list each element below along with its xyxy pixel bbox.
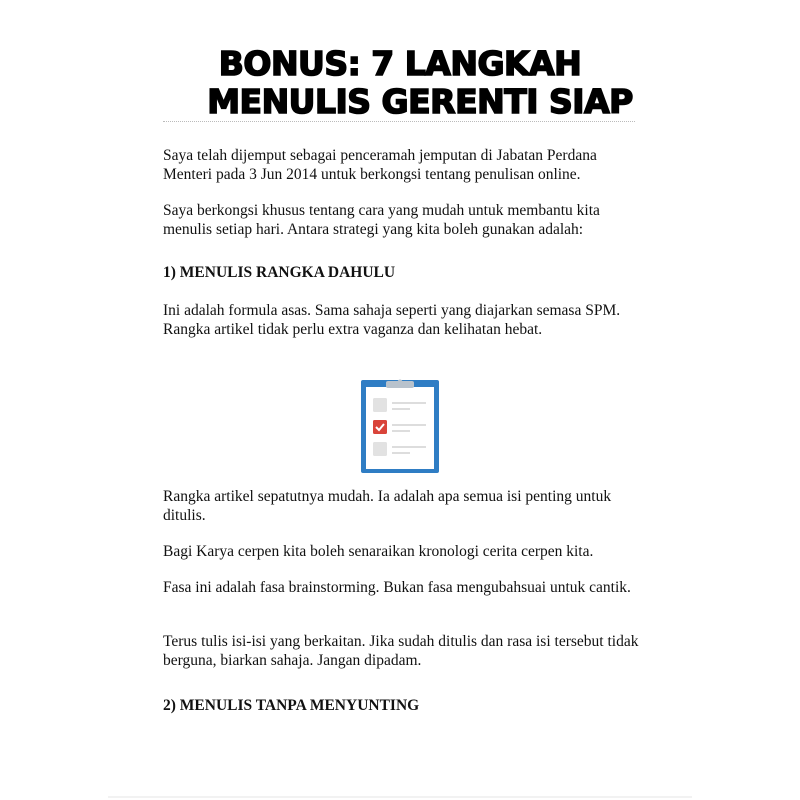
divider <box>163 121 635 122</box>
paragraph: Bagi Karya cerpen kita boleh senaraikan kronologi cerita cerpen kita. <box>163 543 594 560</box>
clipboard-checklist-icon <box>361 378 439 473</box>
page-edge <box>108 796 692 798</box>
paragraph: Fasa ini adalah fasa brainstorming. Bukan fasa mengubahsuai untuk cantik. <box>163 579 631 596</box>
section-heading: 1) MENULIS RANGKA DAHULU <box>163 264 396 281</box>
paragraph: Terus tulis isi-isi yang berkaitan. Jika sudah ditulis dan rasa isi tersebut tidak berguna, biarkan sahaja. Jangan dipadam. <box>163 633 639 669</box>
paragraph: Saya berkongsi khusus tentang cara yang mudah untuk membantu kita menulis setiap hari. Antara strategi yang kita boleh gunakan adalah: <box>163 202 600 238</box>
title-line-2: MENULIS GERENTI SIAP <box>207 82 633 121</box>
title-line-1: BONUS: 7 LANGKAH <box>218 44 582 83</box>
paragraph: Rangka artikel sepatutnya mudah. Ia adalah apa semua isi penting untuk ditulis. <box>163 488 612 524</box>
paragraph: Ini adalah formula asas. Sama sahaja seperti yang diajarkan semasa SPM. Rangka artikel tidak perlu extra vaganza dan kelihatan hebat. <box>163 302 621 338</box>
section-heading: 2) MENULIS TANPA MENYUNTING <box>163 697 420 714</box>
paragraph: Saya telah dijemput sebagai penceramah jemputan di Jabatan Perdana Menteri pada 3 Jun 2014 untuk berkongsi tentang penulisan online. <box>163 147 597 183</box>
